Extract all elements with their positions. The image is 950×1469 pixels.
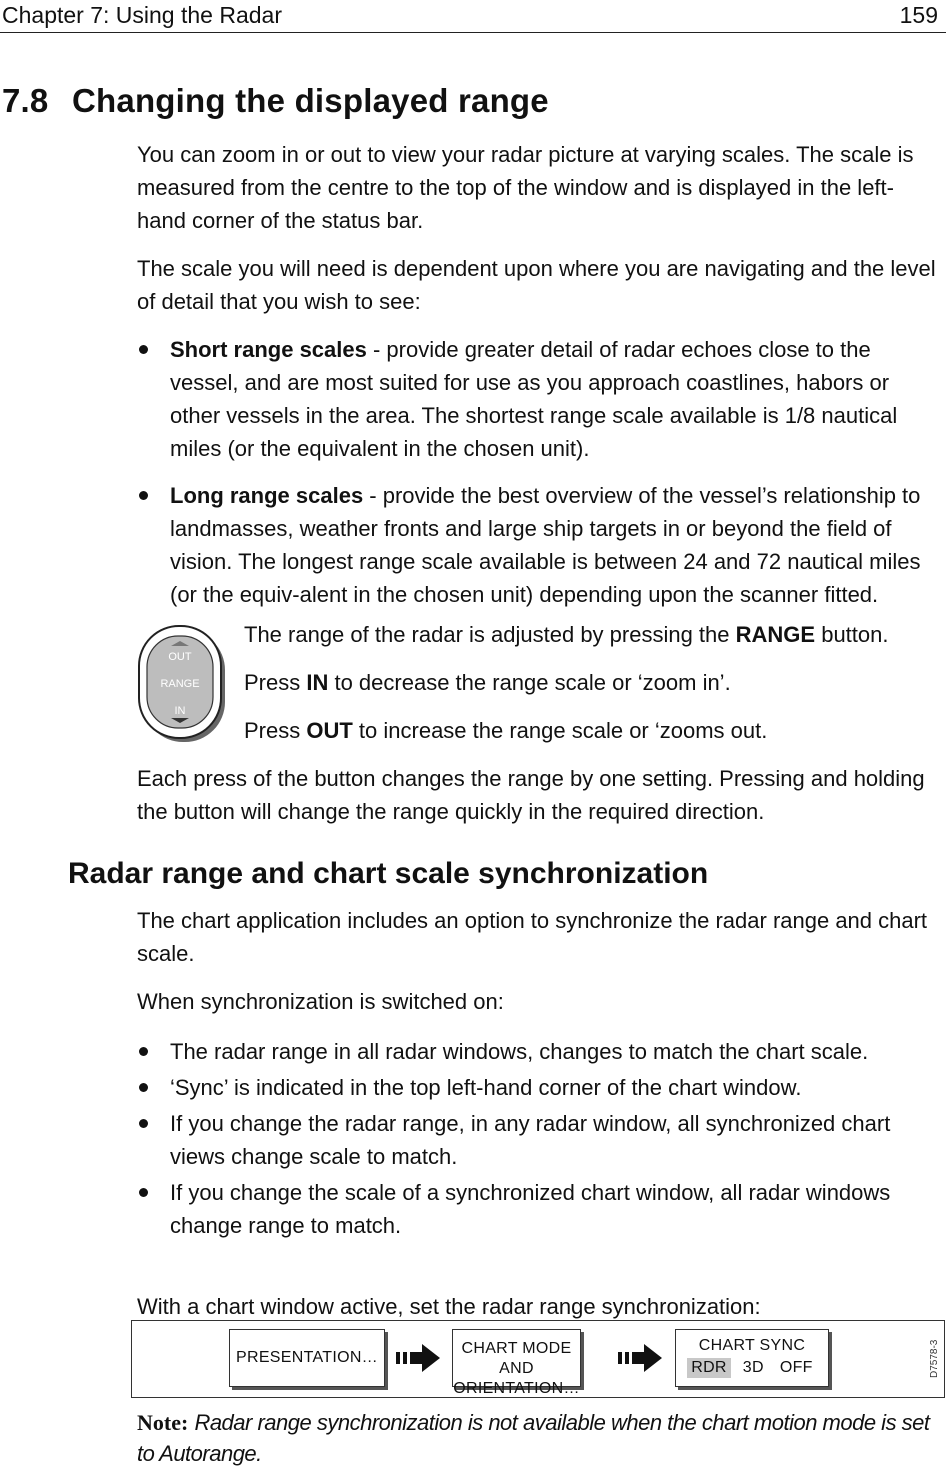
range-line <box>244 618 944 651</box>
range-center-label: RANGE <box>160 678 200 690</box>
bullet-term: Short range scales <box>170 337 367 362</box>
intro-paragraph-1: You can zoom in or out to view your radar picture at varying scales. The scale is measured from the centre to the top of the window and is displayed in the left-hand corner of the status bar. <box>137 142 914 233</box>
line-text: The range of the radar is adjusted by pressing the <box>244 622 736 647</box>
page-number: 159 <box>899 2 938 28</box>
arrow-right-icon <box>618 1343 664 1373</box>
key-label: OUT <box>306 718 353 743</box>
section-title <box>2 82 549 120</box>
bullet-text: If you change the radar range, in any radar window, all synchronized chart views change scale to match. <box>170 1111 891 1169</box>
softkey-sequence-figure <box>131 1320 945 1398</box>
chart-sync-softkey[interactable] <box>675 1329 829 1387</box>
range-out-label: OUT <box>168 651 192 663</box>
note <box>137 1407 947 1469</box>
page-header <box>0 0 946 33</box>
key-label: IN <box>306 670 329 695</box>
line-text: to increase the range scale or ‘zooms out. <box>352 718 768 743</box>
section-number: 7.8 <box>2 82 49 119</box>
bullet-icon <box>139 1188 148 1197</box>
bullet-text: ‘Sync’ is indicated in the top left-hand corner of the chart window. <box>170 1075 802 1100</box>
note-text: Radar range synchronization is not available when the chart motion mode is set to Autorange. <box>137 1410 930 1466</box>
bullet-term: Long range scales <box>170 483 364 508</box>
bullet-text: - provide the best overview of the vessel’s relationship to landmasses, weather fronts and large ship targets in or beyond the field of vision. The longest range scale available is between 24 and 72 nautical miles (or the equiv-alent in the chosen unit) depending upon the scanner fitted. <box>170 483 921 607</box>
range-button-illustration <box>137 624 229 744</box>
bullet-icon <box>139 345 148 354</box>
list-item <box>137 479 943 611</box>
line-text: Press <box>244 670 307 695</box>
range-line <box>244 666 944 699</box>
range-scale-list <box>137 333 943 625</box>
presentation-softkey[interactable] <box>229 1329 385 1387</box>
range-instructions <box>244 618 944 762</box>
list-item <box>137 1035 943 1068</box>
list-item <box>137 333 943 465</box>
list-item <box>137 1107 943 1173</box>
line-text: button. <box>815 622 889 647</box>
bullet-icon <box>139 1047 148 1056</box>
chart-sync-option-off[interactable]: OFF <box>779 1359 813 1376</box>
range-button-graphic <box>137 624 229 744</box>
range-in-label: IN <box>174 705 186 717</box>
subsection-title: Radar range and chart scale synchronization <box>68 857 709 890</box>
list-item <box>137 1176 943 1242</box>
range-line <box>244 714 944 747</box>
bullet-icon <box>139 1119 148 1128</box>
chart-mode-softkey[interactable] <box>452 1329 581 1397</box>
key-label: RANGE <box>735 622 816 647</box>
chapter-title: Chapter 7: Using the Radar <box>2 2 282 28</box>
bullet-text: If you change the scale of a synchronized chart window, all radar windows change range to match. <box>170 1180 891 1238</box>
softkey-label: PRESENTATION… <box>236 1349 378 1366</box>
bullet-icon <box>139 491 148 500</box>
softkey-label: CHART SYNC <box>698 1337 806 1354</box>
arrow-right-icon <box>396 1343 442 1373</box>
bullet-text: The radar range in all radar windows, changes to match the chart scale. <box>170 1039 869 1064</box>
press-paragraph: Each press of the button changes the range by one setting. Pressing and holding the button will change the range quickly in the required direction. <box>137 766 925 824</box>
sync-paragraph-2: When synchronization is switched on: <box>137 989 504 1014</box>
line-text: Press <box>244 718 307 743</box>
intro-paragraph-2: The scale you will need is dependent upon where you are navigating and the level of detail that you wish to see: <box>137 256 936 314</box>
sync-list <box>137 1035 943 1245</box>
chart-sync-option-3d[interactable]: 3D <box>742 1359 764 1376</box>
list-item <box>137 1071 943 1104</box>
figure-code: D7578-3 <box>929 1339 940 1379</box>
chart-sync-option-rdr[interactable]: RDR <box>687 1358 731 1378</box>
section-heading: Changing the displayed range <box>72 82 549 119</box>
bullet-text: - provide greater detail of radar echoes close to the vessel, and are most suited for use as you approach coastlines, habors or other vessels in the area. The shortest range scale available is 1/8 nautical miles (or the equivalent in the chosen unit). <box>170 337 898 461</box>
instruction-text: With a chart window active, set the radar range synchronization: <box>137 1294 761 1319</box>
sync-paragraph-1: The chart application includes an option to synchronize the radar range and chart scale. <box>137 908 928 966</box>
chart-sync-options <box>676 1358 828 1378</box>
softkey-label: ORIENTATION… <box>453 1380 580 1397</box>
bullet-icon <box>139 1083 148 1092</box>
softkey-label: CHART MODE AND <box>461 1340 572 1377</box>
line-text: to decrease the range scale or ‘zoom in’. <box>328 670 731 695</box>
note-label: Note: <box>137 1410 189 1435</box>
